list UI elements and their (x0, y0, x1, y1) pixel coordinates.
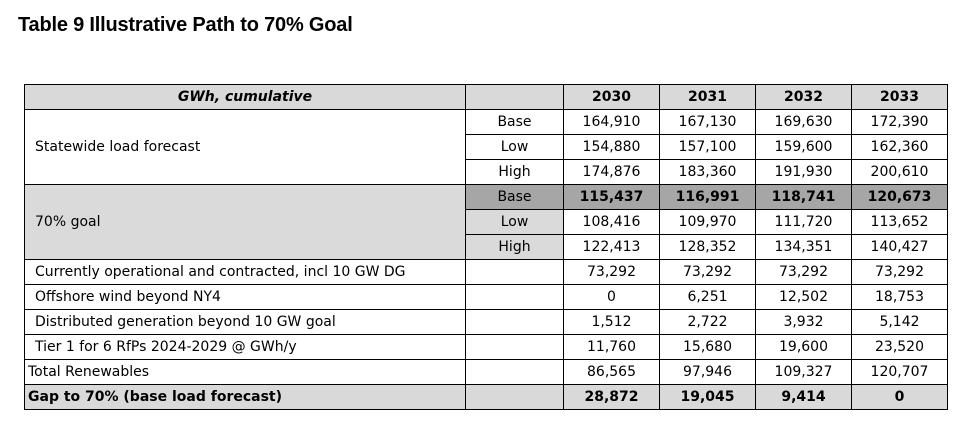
value-cell: 118,741 (756, 185, 852, 210)
value-cell: 3,932 (756, 310, 852, 335)
value-cell: 140,427 (852, 235, 948, 260)
value-cell: 15,680 (660, 335, 756, 360)
blank-cell (466, 285, 564, 310)
row-label: 70% goal (25, 185, 466, 260)
total-row (25, 360, 948, 385)
value-cell: 109,327 (756, 360, 852, 385)
value-cell: 172,390 (852, 110, 948, 135)
year-header: 2030 (564, 85, 660, 110)
gap-row (25, 385, 948, 410)
value-cell: 0 (564, 285, 660, 310)
value-cell: 6,251 (660, 285, 756, 310)
value-cell: 5,142 (852, 310, 948, 335)
blank-cell (466, 385, 564, 410)
year-header: 2032 (756, 85, 852, 110)
value-cell: 200,610 (852, 160, 948, 185)
case-label: High (466, 235, 564, 260)
header-row (25, 85, 948, 110)
value-cell: 23,520 (852, 335, 948, 360)
header-label: GWh, cumulative (25, 85, 466, 110)
value-cell: 109,970 (660, 210, 756, 235)
row-label: Distributed generation beyond 10 GW goal (25, 310, 466, 335)
row-label: Statewide load forecast (25, 110, 466, 185)
table-row (25, 285, 948, 310)
blank-cell (466, 260, 564, 285)
value-cell: 167,130 (660, 110, 756, 135)
table-row (25, 110, 948, 135)
value-cell: 169,630 (756, 110, 852, 135)
year-header: 2031 (660, 85, 756, 110)
value-cell: 108,416 (564, 210, 660, 235)
case-label: Base (466, 185, 564, 210)
case-label: High (466, 160, 564, 185)
table-row (25, 335, 948, 360)
case-label: Low (466, 210, 564, 235)
value-cell: 191,930 (756, 160, 852, 185)
value-cell: 73,292 (756, 260, 852, 285)
value-cell: 174,876 (564, 160, 660, 185)
value-cell: 18,753 (852, 285, 948, 310)
row-label: Gap to 70% (base load forecast) (25, 385, 466, 410)
data-table (24, 84, 948, 410)
value-cell: 122,413 (564, 235, 660, 260)
table-row (25, 185, 948, 210)
value-cell: 11,760 (564, 335, 660, 360)
table-title: Table 9 Illustrative Path to 70% Goal (18, 14, 353, 36)
row-label: Tier 1 for 6 RfPs 2024-2029 @ GWh/y (25, 335, 466, 360)
row-label: Total Renewables (25, 360, 466, 385)
blank-cell (466, 335, 564, 360)
value-cell: 162,360 (852, 135, 948, 160)
value-cell: 128,352 (660, 235, 756, 260)
value-cell: 1,512 (564, 310, 660, 335)
value-cell: 115,437 (564, 185, 660, 210)
blank-cell (466, 360, 564, 385)
value-cell: 2,722 (660, 310, 756, 335)
header-blank-cell (466, 85, 564, 110)
value-cell: 73,292 (852, 260, 948, 285)
value-cell: 0 (852, 385, 948, 410)
row-label: Offshore wind beyond NY4 (25, 285, 466, 310)
value-cell: 19,600 (756, 335, 852, 360)
year-header: 2033 (852, 85, 948, 110)
row-label: Currently operational and contracted, incl 10 GW DG (25, 260, 466, 285)
value-cell: 120,673 (852, 185, 948, 210)
table-row (25, 260, 948, 285)
case-label: Low (466, 135, 564, 160)
value-cell: 97,946 (660, 360, 756, 385)
value-cell: 159,600 (756, 135, 852, 160)
value-cell: 116,991 (660, 185, 756, 210)
value-cell: 9,414 (756, 385, 852, 410)
value-cell: 134,351 (756, 235, 852, 260)
case-label: Base (466, 110, 564, 135)
value-cell: 19,045 (660, 385, 756, 410)
value-cell: 120,707 (852, 360, 948, 385)
value-cell: 157,100 (660, 135, 756, 160)
value-cell: 73,292 (660, 260, 756, 285)
value-cell: 73,292 (564, 260, 660, 285)
value-cell: 113,652 (852, 210, 948, 235)
value-cell: 154,880 (564, 135, 660, 160)
blank-cell (466, 310, 564, 335)
value-cell: 28,872 (564, 385, 660, 410)
value-cell: 111,720 (756, 210, 852, 235)
value-cell: 164,910 (564, 110, 660, 135)
value-cell: 12,502 (756, 285, 852, 310)
table-row (25, 310, 948, 335)
value-cell: 183,360 (660, 160, 756, 185)
value-cell: 86,565 (564, 360, 660, 385)
